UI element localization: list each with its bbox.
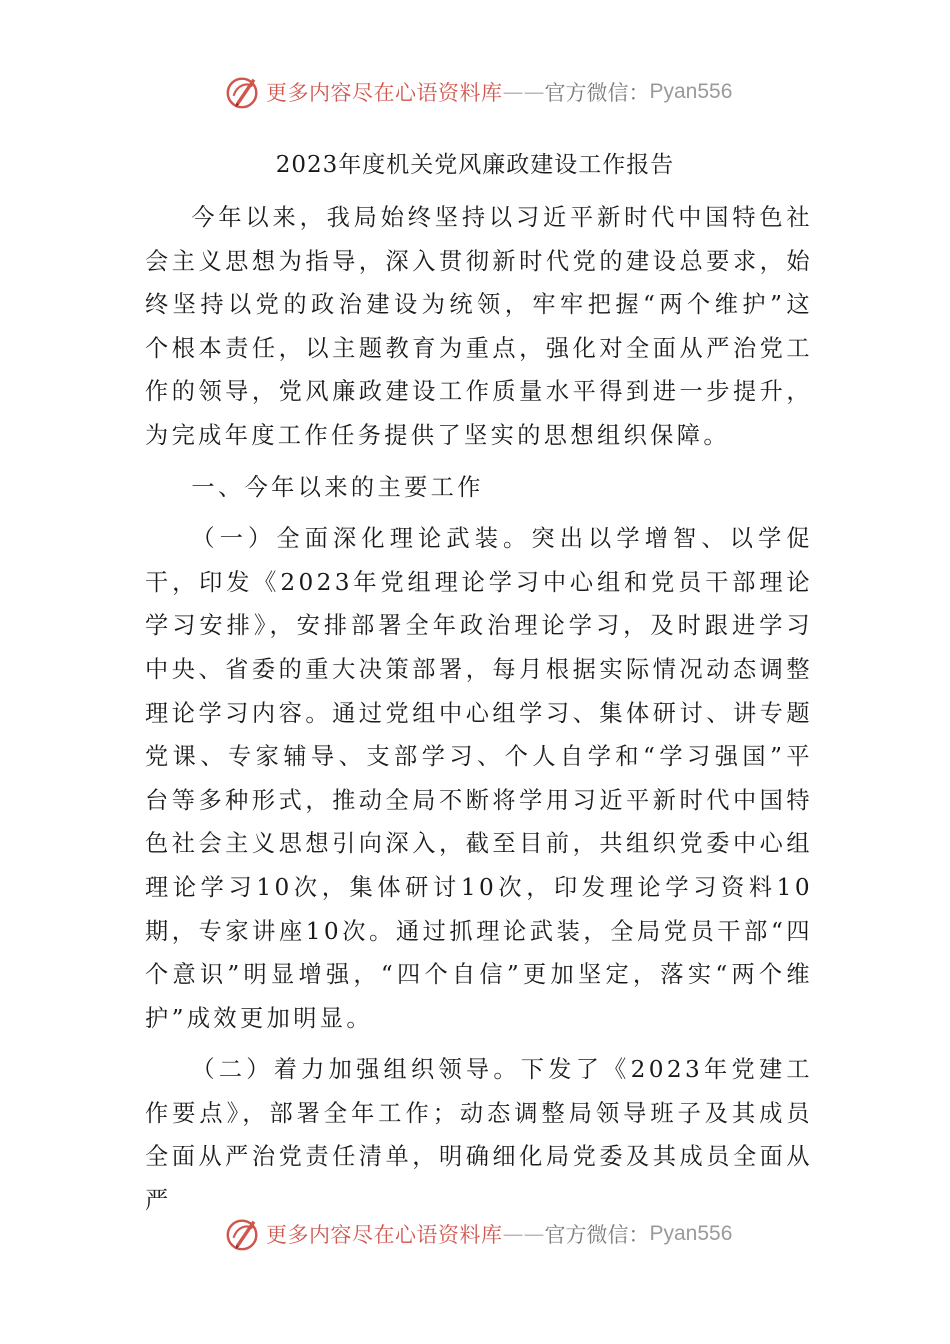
watermark-promo-text: 更多内容尽在心语资料库: [266, 81, 503, 105]
logo-icon: [224, 1215, 262, 1253]
document-title: 2023年度机关党风廉政建设工作报告: [275, 152, 675, 178]
body-paragraph: （二）着力加强组织领导。下发了《2023年党建工作要点》，部署全年工作；动态调整局领导班子及其成员全面从严治党责任清单，明确细化局党委及其成员全面从严: [145, 1056, 813, 1215]
watermark-contact-handle: Pyan556: [649, 80, 733, 103]
watermark-dash: ——: [502, 1222, 545, 1246]
section-heading: 一、今年以来的主要工作: [191, 473, 484, 501]
body-paragraph: （一）全面深化理论武装。突出以学增智、以学促干，印发《2023年党组理论学习中心组和党员干部理论学习安排》，安排部署全年政治理论学习，及时跟进学习中央、省委的重大决策部署，每月根据实际情况动态调整理论学习内容。通过党组中心组学习、集体研讨、讲专题党课、专家辅导、支部学习、个人自学和“学习强国”平台等多种形式，推动全局不断将学用习近平新时代中国特色社会主义思想引向深入，截至目前，共组织党委中心组理论学习10次，集体研讨10次，印发理论学习资料10期，专家讲座10次。通过抓理论武装，全局党员干部“四个意识”明显增强，“四个自信”更加坚定，落实“两个维护”成效更加明显。: [145, 525, 813, 1032]
document-body: [145, 196, 813, 1223]
watermark-banner-top: [224, 72, 732, 112]
intro-paragraph: 今年以来，我局始终坚持以习近平新时代中国特色社会主义思想为指导，深入贯彻新时代党的建设总要求，始终坚持以党的政治建设为统领，牢牢把握“两个维护”这个根本责任，以主题教育为重点，强化对全面从严治党工作的领导，党风廉政建设工作质量水平得到进一步提升，为完成年度工作任务提供了坚实的思想组织保障。: [145, 204, 813, 449]
watermark-banner-bottom: [224, 1214, 732, 1254]
watermark-contact-label: 官方微信：: [544, 1223, 650, 1247]
watermark-promo-text: 更多内容尽在心语资料库: [266, 1223, 503, 1247]
watermark-contact-handle: Pyan556: [649, 1222, 733, 1245]
watermark-dash: ——: [502, 80, 545, 104]
watermark-contact-label: 官方微信：: [544, 81, 650, 105]
logo-icon: [224, 73, 262, 111]
